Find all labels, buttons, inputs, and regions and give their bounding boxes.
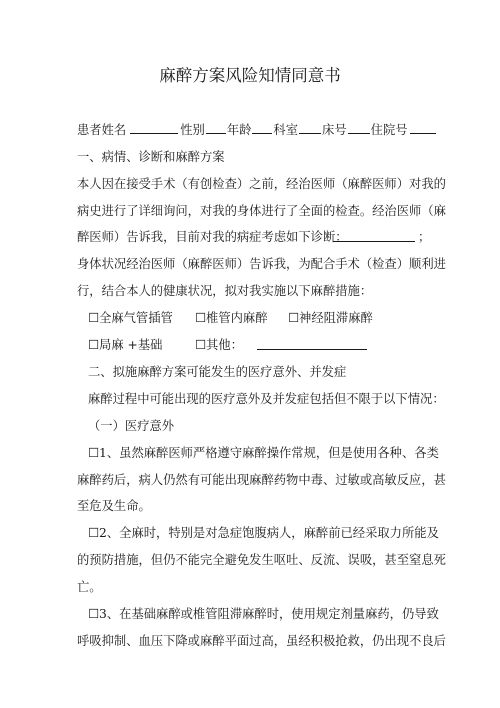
option-other[interactable]: ☐其他： (195, 338, 243, 352)
section1-line: 病史进行了详细询问，对我的身体进行了全面的检查。经治医师（麻 (77, 204, 446, 218)
patient-info-row (77, 122, 436, 138)
item2-line: 亡。 (77, 580, 102, 594)
document-title: 麻醉方案风险知情同意书 (159, 66, 341, 85)
patient-name-blank (130, 122, 178, 134)
section1-line: 身体状况经治医师（麻醉医师）告诉我，为配合手术（检查）顺利进 (77, 257, 446, 271)
patient-name-label: 患者姓名 (77, 123, 127, 137)
department-blank (299, 122, 321, 134)
age-label: 年龄 (226, 123, 252, 137)
section1-heading: 一、病情、诊断和麻醉方案 (77, 150, 225, 164)
gender-blank (206, 122, 226, 134)
item2-line: 的预防措施，但仍不能完全避免发生呕吐、反流、误吸，甚至窒息死 (77, 553, 446, 567)
department-label: 科室 (273, 123, 299, 137)
item3-line: ☐3、在基础麻醉或椎管阻滞麻醉时，使用规定剂量麻药，仍导致 (88, 607, 439, 621)
item1-line: ☐1、虽然麻醉医师严格遵守麻醉操作常规，但是使用各种、各类 (88, 446, 439, 460)
section2-intro: 麻醉过程中可能出现的医疗意外及并发症包括但不限于以下情况： (88, 392, 445, 406)
admission-number-blank (410, 122, 436, 134)
age-blank (252, 122, 272, 134)
item2-line: ☐2、全麻时，特别是对急症饱腹病人，麻醉前已经采取力所能及 (88, 526, 439, 540)
section1-line: 醉医师）告诉我，目前对我的病症考虑如下诊断： (77, 230, 348, 244)
section2-subheading: （一）医疗意外 (88, 419, 175, 433)
option-local-basic[interactable]: ☐局麻 +基础 (88, 338, 163, 352)
other-option-blank (257, 338, 367, 350)
option-spinal-anesthesia[interactable]: ☐椎管内麻醉 (195, 311, 268, 325)
option-nerve-block[interactable]: ☐神经阻滞麻醉 (288, 311, 373, 325)
section1-line: 本人因在接受手术（有创检查）之前，经治医师（麻醉医师）对我的 (77, 177, 446, 191)
admission-number-label: 住院号 (370, 123, 408, 137)
section2-heading: 二、拟施麻醉方案可能发生的医疗意外、并发症 (88, 365, 347, 379)
option-general-intubation[interactable]: ☐全麻气管插管 (88, 311, 173, 325)
diagnosis-blank (333, 230, 415, 242)
item3-line: 呼吸抑制、血压下降或麻醉平面过高，虽经积极抢救，仍出现不良后 (77, 634, 446, 648)
gender-label: 性别 (180, 123, 205, 137)
diagnosis-end-punct: ； (418, 230, 431, 244)
bed-label: 床号 (322, 123, 347, 137)
item1-line: 至危及生命。 (77, 499, 151, 513)
item1-line: 麻醉药后，病人仍然有可能出现麻醉药物中毒、过敏或高敏反应，甚 (77, 473, 446, 487)
bed-blank (348, 122, 370, 134)
section1-line: 行，结合本人的健康状况，拟对我实施以下麻醉措施： (77, 284, 373, 298)
